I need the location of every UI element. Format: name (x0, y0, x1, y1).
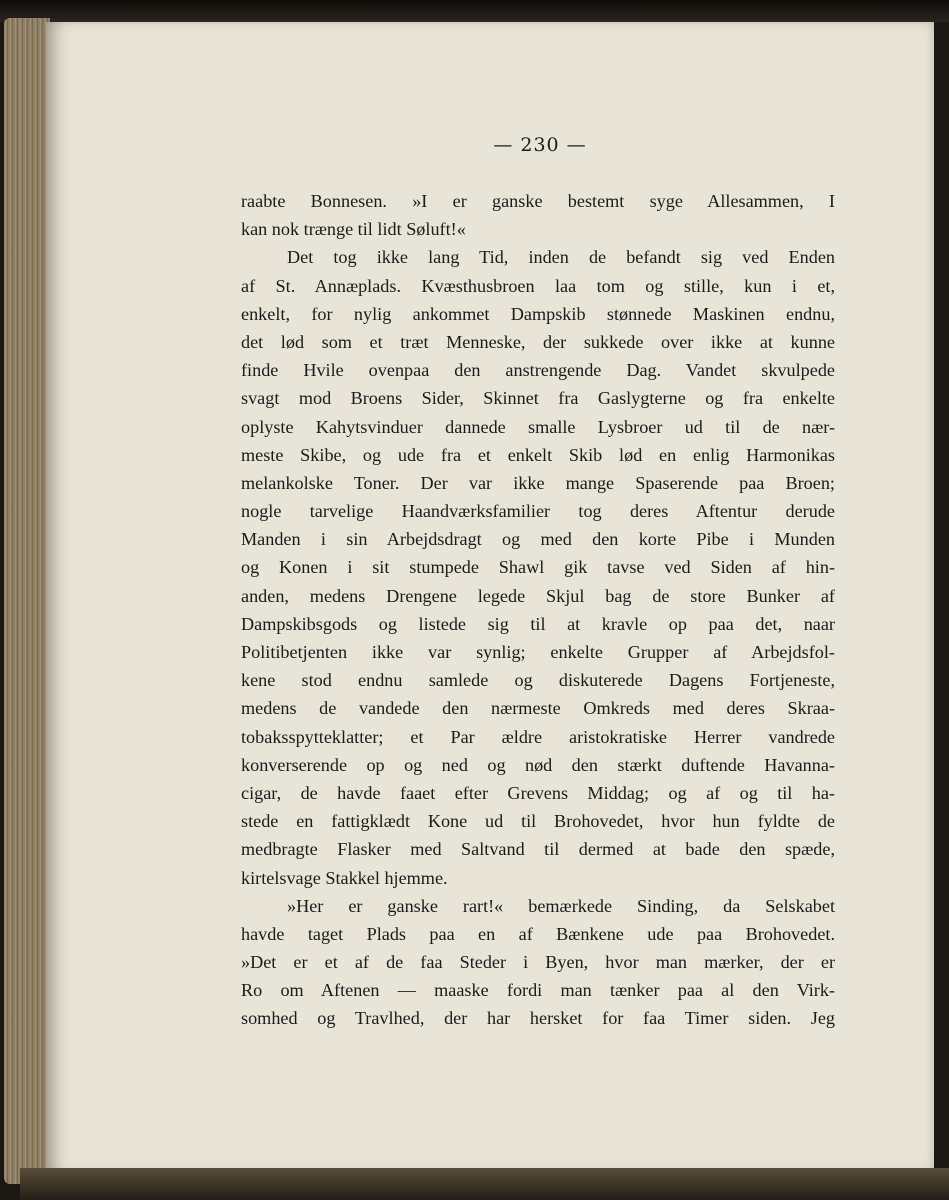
text-line: enkelt, for nylig ankommet Dampskib stønnede Maskinen endnu, (241, 303, 835, 324)
text-line: »Her er ganske rart!« bemærkede Sinding, da Selskabet (287, 895, 835, 916)
text-line: det lød som et træt Menneske, der sukkede over ikke at kunne (241, 331, 835, 352)
text-line: kan nok trænge til lidt Søluft!« (241, 219, 466, 240)
text-line: Det tog ikke lang Tid, inden de befandt sig ved Enden (287, 247, 835, 268)
text-line: og Konen i sit stumpede Shawl gik tavse ved Siden af hin- (241, 557, 835, 578)
text-line: stede en fattigklædt Kone ud til Brohovedet, hvor hun fyldte de (241, 811, 835, 832)
text-line: somhed og Travlhed, der har hersket for faa Timer siden. Jeg (241, 1008, 835, 1029)
body-text (241, 187, 835, 1033)
text-line: konverserende op og ned og nød den stærkt duftende Havanna- (241, 754, 835, 775)
book-page-edges (4, 18, 50, 1184)
text-line: melankolske Toner. Der var ikke mange Spaserende paa Broen; (241, 472, 835, 493)
text-line: havde taget Plads paa en af Bænkene ude paa Brohovedet. (241, 923, 835, 944)
text-line: nogle tarvelige Haandværksfamilier tog deres Aftentur derude (241, 501, 835, 522)
text-line: kene stod endnu samlede og diskuterede Dagens Fortjeneste, (241, 670, 835, 691)
text-line: af St. Annæplads. Kvæsthusbroen laa tom og stille, kun i et, (241, 275, 835, 296)
text-line: cigar, de havde faaet efter Grevens Middag; og af og til ha- (241, 782, 835, 803)
text-line: oplyste Kahytsvinduer dannede smalle Lysbroer ud til de nær- (241, 416, 835, 437)
text-line: »Det er et af de faa Steder i Byen, hvor man mærker, der er (241, 952, 835, 973)
page-number: — 230 — (493, 134, 587, 156)
text-line: Manden i sin Arbejdsdragt og med den korte Pibe i Munden (241, 529, 835, 550)
text-line: anden, medens Drengene legede Skjul bag de store Bunker af (241, 585, 835, 606)
text-line: finde Hvile ovenpaa den anstrengende Dag. Vandet skvulpede (241, 360, 835, 381)
text-line: medens de vandede den nærmeste Omkreds med deres Skraa- (241, 698, 835, 719)
text-line: kirtelsvage Stakkel hjemme. (241, 867, 448, 888)
text-line: svagt mod Broens Sider, Skinnet fra Gaslygterne og fra enkelte (241, 388, 835, 409)
text-line: tobaksspytteklatter; et Par ældre aristokratiske Herrer vandrede (241, 726, 835, 747)
text-line: meste Skibe, og ude fra et enkelt Skib lød en enlig Harmonikas (241, 444, 835, 465)
scan-bottom-edge (20, 1168, 949, 1200)
text-line: Ro om Aftenen — maaske fordi man tænker paa al den Virk- (241, 980, 835, 1001)
text-line: Politibetjenten ikke var synlig; enkelte Grupper af Arbejdsfol- (241, 642, 835, 662)
text-line: medbragte Flasker med Saltvand til dermed at bade den spæde, (241, 839, 835, 860)
text-line: Dampskibsgods og listede sig til at kravle op paa det, naar (241, 613, 835, 634)
text-line: raabte Bonnesen. »I er ganske bestemt syge Allesammen, I (241, 191, 835, 211)
scan-top-edge (0, 0, 949, 22)
